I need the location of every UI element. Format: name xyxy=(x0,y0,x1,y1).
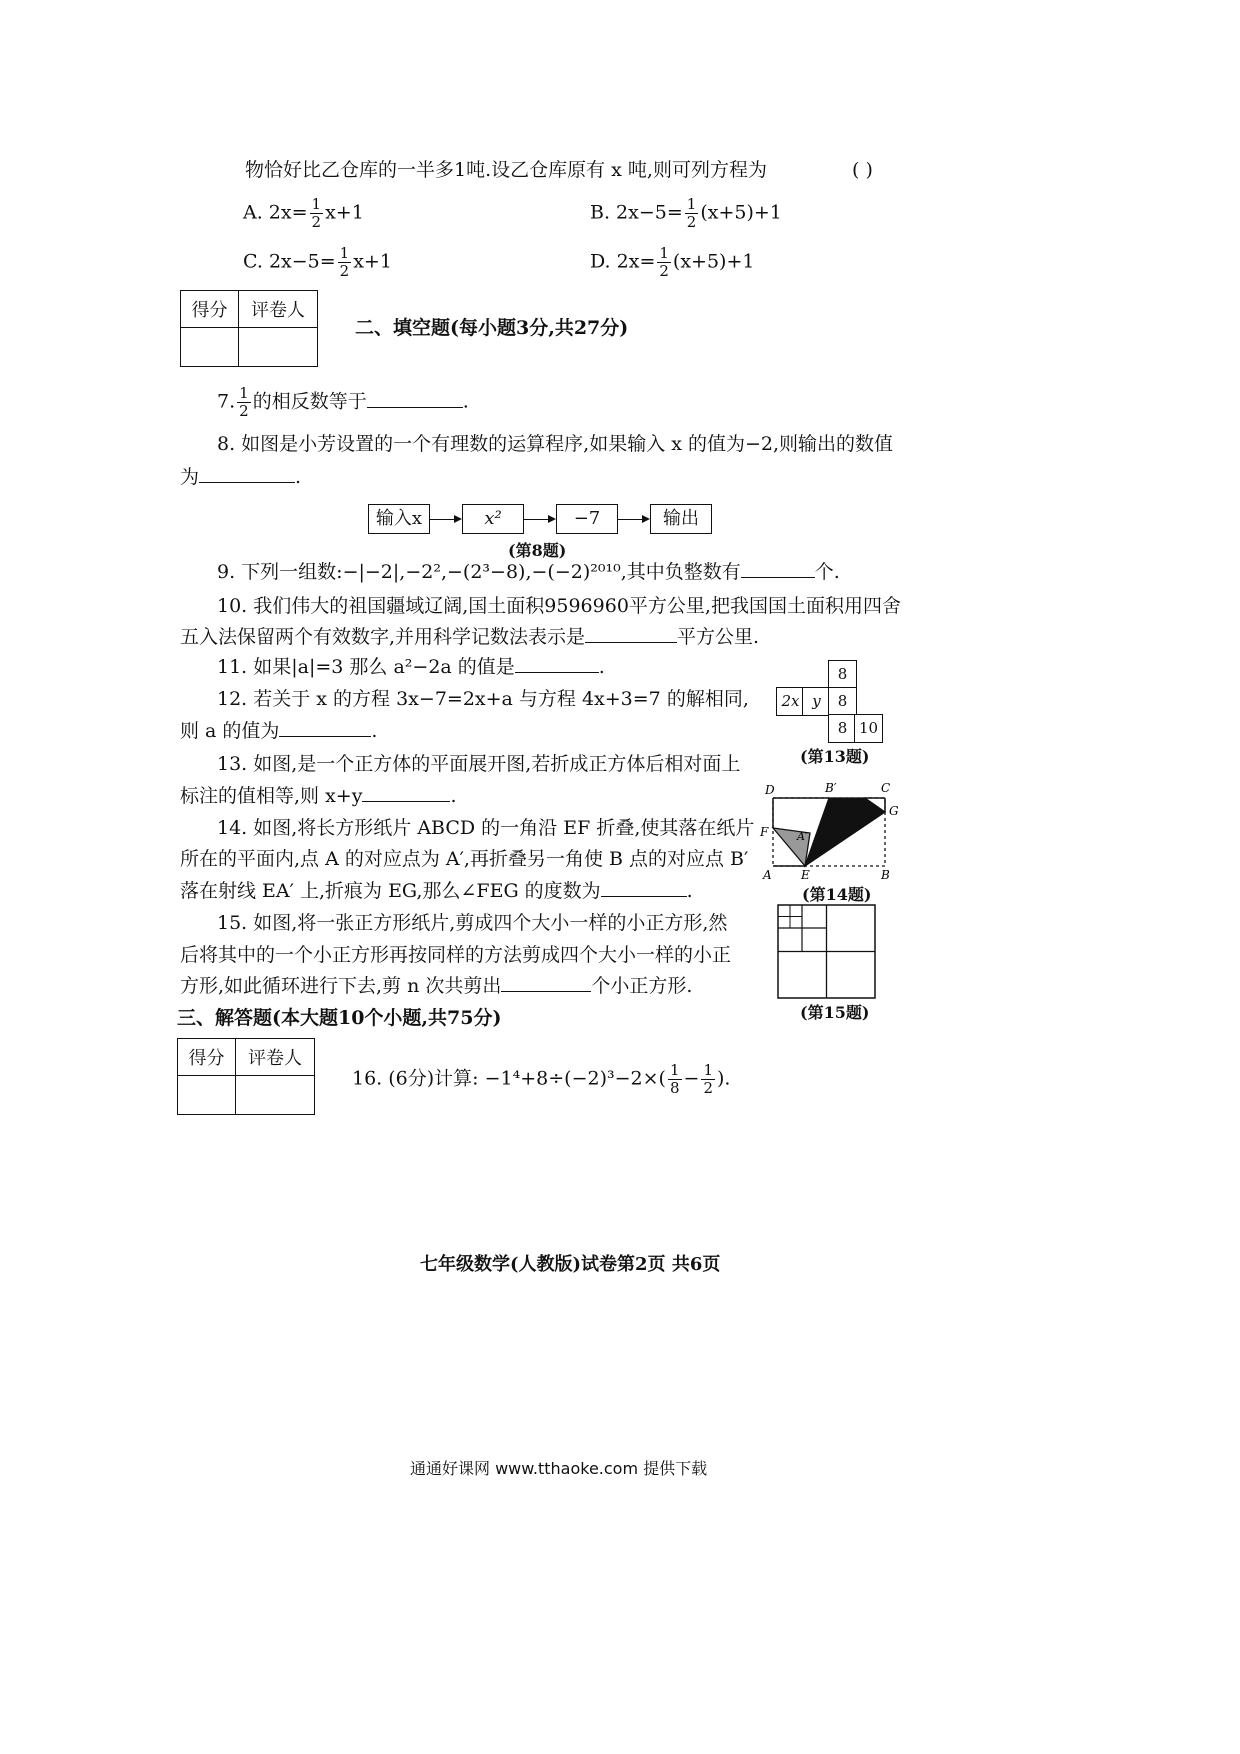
q10-line1: 10. 我们伟大的祖国疆域辽阔,国土面积9596960平方公里,把我国国土面积用四舍 xyxy=(217,595,901,617)
site-footer: 通通好课网 www.tthaoke.com 提供下载 xyxy=(410,1459,708,1478)
section3-title: 三、解答题(本大题10个小题,共75分) xyxy=(177,1007,502,1029)
net-cell-top: 8 xyxy=(828,660,857,689)
grader-header: 评卷人 xyxy=(236,1039,315,1076)
net-cell-middle: 8 xyxy=(828,687,857,716)
grader-cell xyxy=(236,1076,315,1115)
score-header: 得分 xyxy=(178,1039,236,1076)
q7: 7. $\frac{1}{2}$ 的相反数等于 . xyxy=(217,384,469,420)
label-A-prime: A′ xyxy=(797,830,808,843)
q6-option-b: B. 2x−5= $\frac{1}{2}$ (x+5)+1 xyxy=(590,195,782,231)
q12-line2: 则 a 的值为 . xyxy=(180,720,378,742)
flow-arrow-1 xyxy=(430,519,460,520)
q10-line2: 五入法保留两个有效数字,并用科学记数法表示是 平方公里. xyxy=(180,626,760,648)
q10-answer-blank[interactable] xyxy=(585,642,677,643)
net-cell-2x: 2x xyxy=(776,687,805,716)
q8-answer-blank[interactable] xyxy=(199,482,295,483)
q14-answer-blank[interactable] xyxy=(601,896,687,897)
net-cell-y: y xyxy=(802,687,831,716)
score-cell xyxy=(178,1076,236,1115)
score-table-section3 xyxy=(177,1038,315,1115)
flow-arrow-2 xyxy=(524,519,554,520)
flow-arrow-3 xyxy=(618,519,648,520)
label-E: E xyxy=(801,868,810,882)
q14-line3: 落在射线 EA′ 上,折痕为 EG,那么∠FEG 的度数为 . xyxy=(180,880,693,902)
net-cell-10: 10 xyxy=(854,714,883,743)
q13-line2: 标注的值相等,则 x+y . xyxy=(180,785,457,807)
q14-line2: 所在的平面内,点 A 的对应点为 A′,再折叠另一角使 B 点的对应点 B′ xyxy=(180,848,749,870)
label-C: C xyxy=(881,781,891,795)
q13-answer-blank[interactable] xyxy=(362,801,450,802)
q15-line3: 方形,如此循环进行下去,剪 n 次共剪出 个小正方形. xyxy=(180,975,693,997)
label-A: A xyxy=(763,868,772,882)
score-table-section2 xyxy=(180,290,318,367)
q8-line2: 为 . xyxy=(180,466,302,488)
page-footer: 七年级数学(人教版)试卷第2页 共6页 xyxy=(420,1254,721,1275)
section2-title: 二、填空题(每小题3分,共27分) xyxy=(355,317,629,339)
q6-stem: 物恰好比乙仓库的一半多1吨.设乙仓库原有 x 吨,则可列方程为 xyxy=(245,159,767,181)
q9: 9. 下列一组数:−|−2|,−2²,−(2³−8),−(−2)²⁰¹⁰,其中负整数有 个. xyxy=(217,561,840,583)
q6-option-d: D. 2x= $\frac{1}{2}$ (x+5)+1 xyxy=(590,244,755,280)
q9-answer-blank[interactable] xyxy=(741,577,815,578)
grader-header: 评卷人 xyxy=(239,291,318,328)
flow-minus7-box: −7 xyxy=(556,504,618,534)
q6-answer-paren: ( ) xyxy=(852,159,873,181)
q14-line1: 14. 如图,将长方形纸片 ABCD 的一角沿 EF 折叠,使其落在纸片 xyxy=(217,817,755,839)
q15-line2: 后将其中的一个小正方形再按同样的方法剪成四个大小一样的小正 xyxy=(180,944,732,966)
q7-answer-blank[interactable] xyxy=(367,407,463,408)
q14-folding-figure xyxy=(755,778,905,884)
flow-square-box: x² xyxy=(462,504,524,534)
score-cell xyxy=(181,328,239,367)
q13-line1: 13. 如图,是一个正方体的平面展开图,若折成正方体后相对面上 xyxy=(217,753,741,775)
net-cell-bottom: 8 xyxy=(828,714,857,743)
label-D: D xyxy=(765,783,775,797)
q16: 16. (6分)计算: −1⁴+8÷(−2)³−2×( $\frac{1}{8}$ − $\frac{1}{2}$ ). xyxy=(352,1061,731,1097)
q12-answer-blank[interactable] xyxy=(279,736,371,737)
q12-line1: 12. 若关于 x 的方程 3x−7=2x+a 与方程 4x+3=7 的解相同, xyxy=(217,688,749,710)
label-G: G xyxy=(889,804,899,818)
grader-cell xyxy=(239,328,318,367)
label-F: F xyxy=(760,825,769,839)
flow-input-box: 输入x xyxy=(368,504,430,534)
flow-output-box: 输出 xyxy=(650,504,712,534)
q13-caption: (第13题) xyxy=(800,747,870,766)
q15-square-figure xyxy=(777,904,877,1000)
q11: 11. 如果|a|=3 那么 a²−2a 的值是 . xyxy=(217,656,605,678)
q6-option-a: A. 2x= $\frac{1}{2}$ x+1 xyxy=(243,195,364,231)
q14-caption: (第14题) xyxy=(802,885,872,904)
label-B: B xyxy=(881,868,890,882)
q8-line1: 8. 如图是小芳设置的一个有理数的运算程序,如果输入 x 的值为−2,则输出的数值 xyxy=(217,433,894,455)
folded-corner-b xyxy=(805,798,885,866)
q15-answer-blank[interactable] xyxy=(501,991,591,992)
q6-option-c: C. 2x−5= $\frac{1}{2}$ x+1 xyxy=(243,244,392,280)
q15-line1: 15. 如图,将一张正方形纸片,剪成四个大小一样的小正方形,然 xyxy=(217,912,728,934)
q11-answer-blank[interactable] xyxy=(515,672,599,673)
label-B-prime: B′ xyxy=(825,781,837,795)
score-header: 得分 xyxy=(181,291,239,328)
q8-caption: (第8题) xyxy=(508,541,567,560)
q15-caption: (第15题) xyxy=(800,1003,870,1022)
